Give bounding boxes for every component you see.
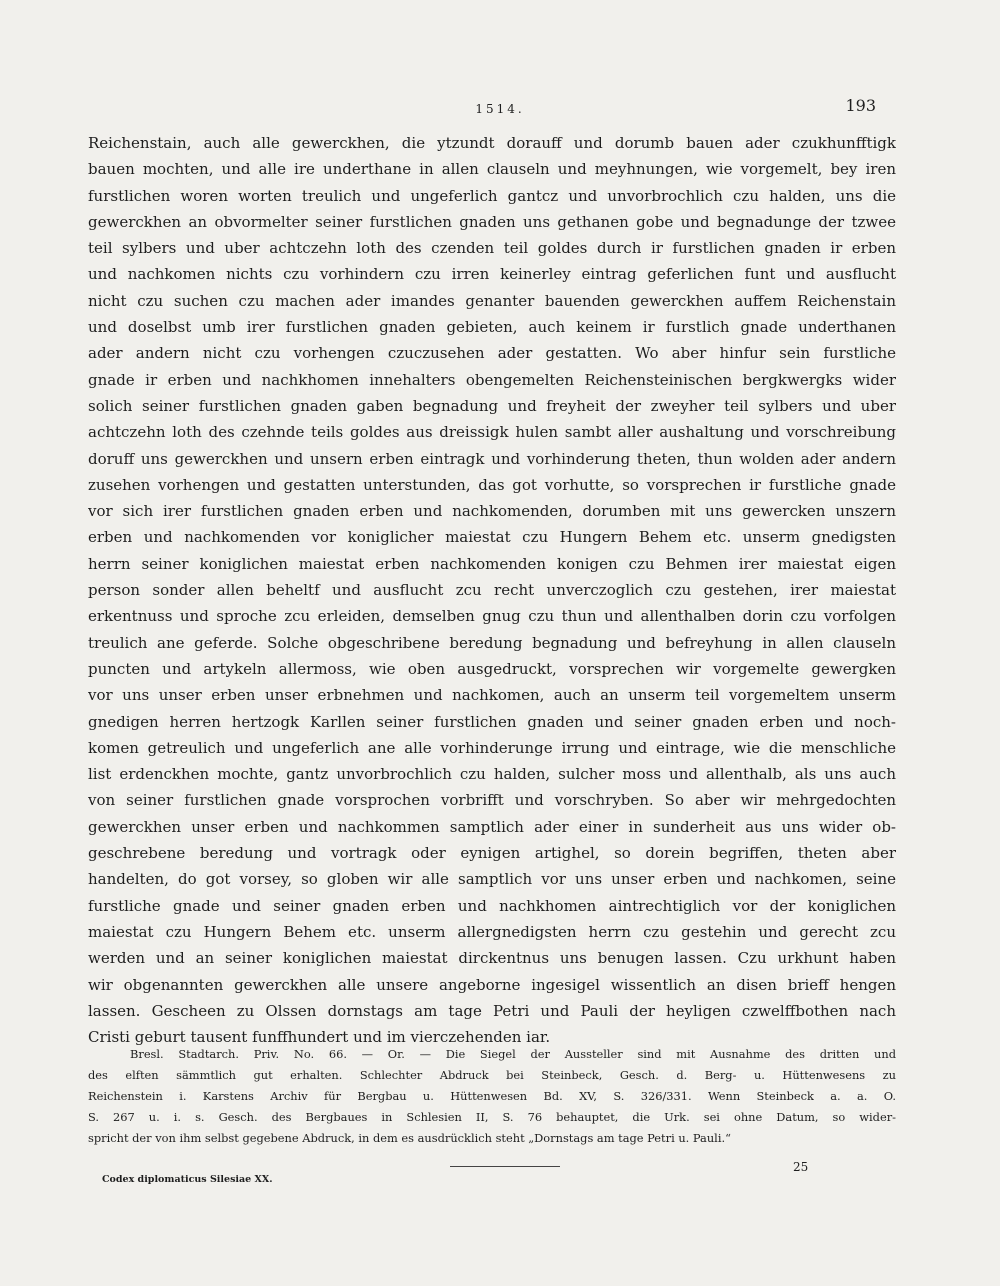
- text-line: herrn seiner koniglichen maiestat erben nachkomenden konigen czu Behmen irer maiestat eigen: [88, 554, 896, 573]
- note-line: des elften sämmtlich gut erhalten. Schlechter Abdruck bei Steinbeck, Gesch. d. Berg- u. Hüttenwesens zu: [88, 1068, 896, 1082]
- text-line: erkentnuss und sproche zcu erleiden, demselben gnug czu thun und allenthalben dorin czu vorfolgen: [88, 607, 896, 626]
- text-line: von seiner furstlichen gnade vorsprochen vorbrifft und vorschryben. So aber wir mehrgedochten: [88, 791, 896, 810]
- editorial-notes: [88, 1044, 896, 1149]
- note-line: Reichenstein i. Karstens Archiv für Bergbau u. Hüttenwesen Bd. XV, S. 326/331. Wenn Steinbeck a. a. O.: [88, 1089, 896, 1103]
- text-line: achtczehn loth des czehnde teils goldes aus dreissigk hulen sambt aller aushaltung und vorschreibung: [88, 423, 896, 442]
- text-line: Cristi geburt tausent funffhundert und im vierczehenden iar.: [88, 1028, 551, 1047]
- text-line: und nachkomen nichts czu vorhindern czu irren keinerley eintrag geferlichen funt und ausflucht: [88, 265, 896, 284]
- text-line: lassen. Gescheen zu Olssen dornstags am tage Petri und Pauli der heyligen czwelffbothen nach: [88, 1001, 896, 1020]
- text-line: furstliche gnade und seiner gnaden erben und nachkhomen aintrechtiglich vor der koniglichen: [88, 896, 896, 915]
- text-line: vor sich irer furstlichen gnaden erben und nachkomenden, dorumben mit uns gewercken unszern: [88, 502, 896, 521]
- text-line: werden und an seiner koniglichen maiestat dirckentnus uns benugen lassen. Czu urkhunt haben: [88, 949, 896, 968]
- text-line: maiestat czu Hungern Behem etc. unserm allergnedigsten herrn czu gestehin und gerecht zcu: [88, 922, 896, 941]
- text-line: zusehen vorhengen und gestatten unterstunden, das got vorhutte, so vorsprechen ir furstliche gnade: [88, 475, 896, 494]
- text-line: vor uns unser erben unser erbnehmen und nachkomen, auch an unserm teil vorgemeltem unserm: [88, 686, 896, 705]
- text-line: gnade ir erben und nachkhomen innehalters obengemelten Reichensteinischen bergkwergks wider: [88, 370, 896, 389]
- text-line: list erdenckhen mochte, gantz unvorbrochlich czu halden, sulcher moss und allenthalb, als uns auch: [88, 765, 896, 784]
- codex-title: Codex diplomaticus Silesiae XX.: [102, 1174, 273, 1185]
- text-line: gewerckhen an obvormelter seiner furstlichen gnaden uns gethanen gobe und begnadunge der tzwee: [88, 212, 896, 231]
- running-head-year: 1514.: [475, 102, 525, 116]
- text-line: puncten und artykeln allermoss, wie oben ausgedruckt, vorsprechen wir vorgemelte gewergken: [88, 659, 896, 678]
- text-line: gewerckhen unser erben und nachkommen samptlich ader einer in sunderheit aus uns wider ob-: [88, 817, 896, 836]
- text-line: doruff uns gewerckhen und unsern erben eintragk und vorhinderung theten, thun wolden ader andern: [88, 449, 896, 468]
- charter-text: [88, 130, 896, 1050]
- page-number: 193: [845, 96, 876, 115]
- text-line: solich seiner furstlichen gnaden gaben begnadung und freyheit der zweyher teil sylbers und uber: [88, 396, 896, 415]
- text-line: erben und nachkomenden vor koniglicher maiestat czu Hungern Behem etc. unserm gnedigsten: [88, 528, 896, 547]
- text-line: geschrebene beredung und vortragk oder eynigen artighel, so dorein begriffen, theten aber: [88, 844, 896, 863]
- text-line: wir obgenannten gewerckhen alle unsere angeborne ingesigel wissentlich an disen brieff hengen: [88, 975, 896, 994]
- footer-rule: [450, 1166, 560, 1167]
- text-line: gnedigen herren hertzogk Karllen seiner furstlichen gnaden und seiner gnaden erben und noch-: [88, 712, 896, 731]
- text-line: nicht czu suchen czu machen ader imandes genanter bauenden gewerckhen auffem Reichenstain: [88, 291, 896, 310]
- note-line: Bresl. Stadtarch. Priv. No. 66. — Or. — Die Siegel der Aussteller sind mit Ausnahme des dritten und: [130, 1047, 896, 1061]
- text-line: furstlichen woren worten treulich und ungeferlich gantcz und unvorbrochlich czu halden, uns die: [88, 186, 896, 205]
- text-line: treulich ane geferde. Solche obgeschribene beredung begnadung und befreyhung in allen clauseln: [88, 633, 896, 652]
- text-line: teil sylbers und uber achtczehn loth des czenden teil goldes durch ir furstlichen gnaden ir erben: [88, 239, 896, 258]
- text-line: komen getreulich und ungeferlich ane alle vorhinderunge irrung und eintrage, wie die menschliche: [88, 738, 896, 757]
- text-line: bauen mochten, und alle ire underthane in allen clauseln und meyhnungen, wie vorgemelt, bey iren: [88, 160, 896, 179]
- text-line: person sonder allen beheltf und ausflucht zcu recht unverczoglich czu gestehen, irer maiestat: [88, 581, 896, 600]
- text-line: und doselbst umb irer furstlichen gnaden gebieten, auch keinem ir furstlich gnade underthanen: [88, 318, 896, 337]
- note-line: S. 267 u. i. s. Gesch. des Bergbaues in Schlesien II, S. 76 behauptet, die Urk. sei ohne Datum, so wider-: [88, 1110, 896, 1124]
- note-line: spricht der von ihm selbst gegebene Abdruck, in dem es ausdrücklich steht „Dornstags am tage Petri u. Pauli.“: [88, 1131, 731, 1145]
- signature-number: 25: [793, 1160, 809, 1174]
- text-line: Reichenstain, auch alle gewerckhen, die ytzundt dorauff und dorumb bauen ader czukhunfftigk: [88, 134, 896, 152]
- text-line: handelten, do got vorsey, so globen wir alle samptlich vor uns unser erben und nachkomen, seine: [88, 870, 896, 889]
- text-line: ader andern nicht czu vorhengen czuczusehen ader gestatten. Wo aber hinfur sein furstliche: [88, 344, 896, 363]
